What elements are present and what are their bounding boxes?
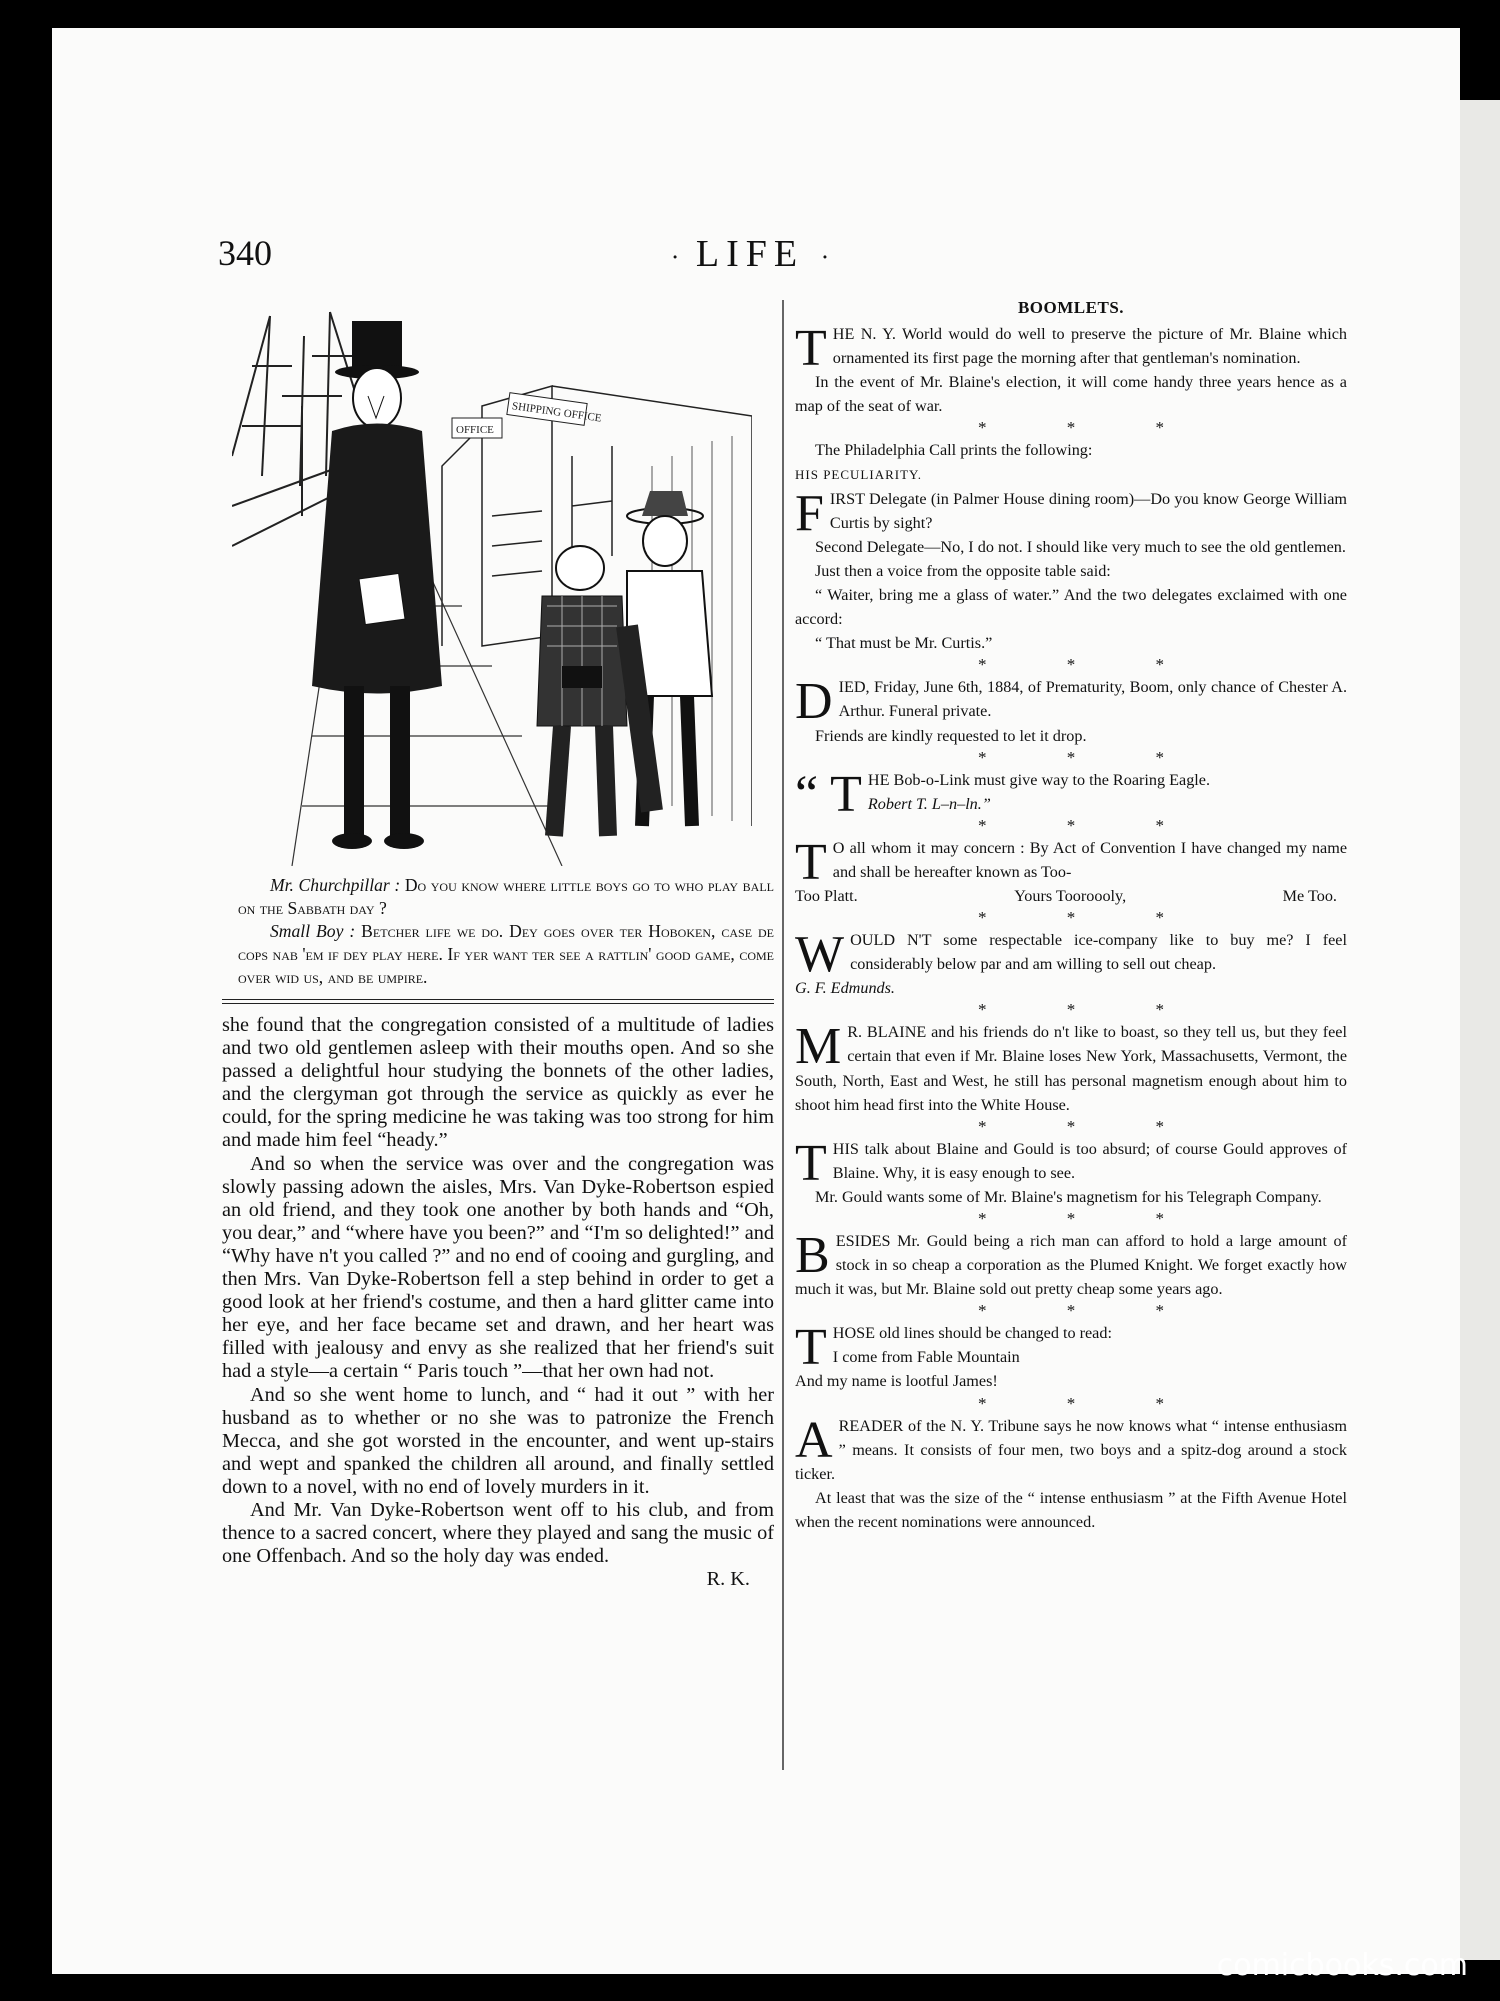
star-separator: * * * — [978, 1000, 1202, 1020]
boomlet-first-delegate: FIRST Delegate (in Palmer House dining room)—Do you know George William Curtis by sight? — [795, 484, 1347, 542]
platt-signature: Too Platt. Yours Tooroooly, Me Too. — [795, 886, 1337, 905]
boomlet-blaine: M R. BLAINE and his friends do n't like to boast, so they tell us, but they feel certain that even if Mr. Blaine loses New York, Massachusetts, Vermont, the South, North, East and West, he still has personal magnetism enough about him to shoot him head first into the White House. — [795, 1018, 1347, 1114]
boomlet-edmunds: WOULD N'T some respectable ice-company like to buy me? I feel considerably below par and am willing to sell out cheap. — [795, 926, 1347, 984]
next-page-strip — [1460, 100, 1500, 1960]
boomlet-reader: AREADER of the N. Y. Tribune says he now knows what “ intense enthusiasm ” means. It consists of four men, two boys and a spitz-dog around a stock ticker. — [795, 1411, 1347, 1483]
star-separator: * * * — [978, 747, 1202, 767]
caption-speaker-1: Mr. Churchpillar : — [270, 875, 401, 895]
star-separator: * * * — [978, 1209, 1202, 1228]
star-separator: * * * — [978, 815, 1202, 835]
caption-speaker-2: Small Boy : — [270, 921, 356, 941]
masthead-title: LIFE — [695, 233, 805, 275]
boomlet-voice: Just then a voice from the opposite table said: — [815, 561, 1111, 580]
caption-line-1: Do you know where little boys go to who play ball on the Sabbath day ? — [238, 875, 775, 918]
boomlet-died: DIED, Friday, June 6th, 1884, of Prematurity, Boom, only chance of Chester A. Arthur. Funeral private. — [795, 673, 1347, 731]
star-separator: * * * — [978, 1116, 1202, 1136]
shipping-office-sign: SHIPPING OFFICE — [511, 400, 603, 425]
boomlet-gould: THIS talk about Blaine and Gould is too absurd; of course Gould approves of Blaine. Why, it is easy enough to see. — [795, 1134, 1347, 1192]
boomlet-world: THE N. Y. World would do well to preserve the picture of Mr. Blaine which ornamented its first page the morning after that gentleman's nomination. — [795, 320, 1347, 378]
boomlet-besides: BESIDES Mr. Gould being a rich man can afford to hold a large amount of stock in so cheap a corporation as the Plumed Knight. We forget exactly how much it was, but Mr. Blaine sold out pretty cheap some years ago. — [795, 1227, 1347, 1299]
story-continuation — [222, 1014, 774, 1591]
boomlet-world-followup: In the event of Mr. Blaine's election, it will come handy three years hence as a map of the seat of war. — [795, 373, 1347, 416]
star-separator: * * * — [978, 655, 1202, 675]
edmunds-attribution: G. F. Edmunds. — [795, 979, 895, 998]
cartoon-caption — [222, 874, 774, 989]
boomlets-heading: BOOMLETS. — [1017, 298, 1125, 317]
boomlet-died-followup: Friends are kindly requested to let it drop. — [815, 726, 1087, 745]
masthead-dot-left: · — [670, 242, 680, 272]
clergyman-figure — [312, 321, 442, 849]
story-paragraph: And so she went home to lunch, and “ had it out ” with her husband as to whether or no she was to patronize the French Mecca, and she got worsted in the encounter, and went up-stairs and wept and spanked the children all around, and finally settled down to a novel, with no end of lovely murders in it. — [222, 1383, 774, 1498]
star-separator: * * * — [978, 1301, 1202, 1321]
story-paragraph: she found that the congregation consisted of a multitude of ladies and two old gentlemen asleep with their mouths open. And so she passed a delightful hour studying the bonnets of the other ladies, and the clergyman got through the service as quickly as ever he could, for the spring medicine he was taking was too strong for him and made him feel “heady.” — [222, 1014, 774, 1152]
boomlet-platt: T O all whom it may concern : By Act of Convention I have changed my name and shall be hereafter known as Too- — [795, 833, 1347, 891]
boomlet-bobolink: “ T HE Bob-o-Link must give way to the Roaring Eagle. — [795, 765, 1211, 823]
story-paragraph: And Mr. Van Dyke-Robertson went off to his club, and from thence to a sacred concert, where they played and sang the music of one Offenbach. And so the holy day was ended. — [222, 1498, 774, 1568]
star-separator: * * * — [978, 1393, 1202, 1413]
section-divider — [222, 999, 774, 1004]
page-number: 340 — [218, 233, 272, 273]
boomlet-reader-followup: At least that was the size of the “ intense enthusiasm ” at the Fifth Avenue Hotel when the recent nominations were announced. — [795, 1488, 1347, 1531]
column-divider — [782, 300, 784, 1770]
boomlet-those: THOSE old lines should be changed to read: — [795, 1319, 1112, 1377]
story-paragraph: And so when the service was over and the congregation was slowly passing adown the aisles, Mrs. Van Dyke-Robertson espied an old friend, and they took one another by both hands and “Oh, you dear,” and “where have you been?” and “I'm so delighted!” and “Why have n't you called ?” and no end of cooing and gurgling, and then Mrs. Van Dyke-Robertson fell a step behind in order to get a good look at her friend's costume, and then a hard glitter came into her eye, and her face became set and drawn, and her heart was filled with jealousy and envy as she realized that her friend's suit had a style—a certain “ Paris touch ”—that her own had not. — [222, 1152, 774, 1383]
masthead — [0, 232, 1500, 276]
cartoon-illustration — [232, 306, 752, 866]
caption-line-2: Betcher life we do. Dey goes over ter Hoboken, case de cops nab 'em if dey play here. If yer want ter see a rattlin' good game, come over wid us, and be umpire. — [238, 921, 774, 987]
watermark-text: comicbooks.com — [1216, 1948, 1468, 1983]
page-edge — [1448, 80, 1458, 1960]
his-peculiarity-subhead: HIS PECULIARITY. — [795, 466, 922, 482]
star-separator: * * * — [978, 418, 1202, 438]
boomlet-waiter: “ Waiter, bring me a glass of water.” And the two delegates exclaimed with one accord: — [795, 586, 1347, 629]
verse-line: I come from Fable Mountain — [832, 1348, 1020, 1367]
boomlet-gould-followup: Mr. Gould wants some of Mr. Blaine's magnetism for his Telegraph Company. — [815, 1187, 1322, 1206]
office-sign: OFFICE — [456, 424, 494, 436]
star-separator: * * * — [978, 908, 1202, 928]
verse-line: And my name is lootful James! — [795, 1372, 998, 1391]
right-column — [795, 296, 1347, 1534]
boomlet-philadelphia-intro: The Philadelphia Call prints the following: — [815, 441, 1093, 460]
small-boys-figure — [537, 491, 712, 836]
left-column — [222, 306, 774, 1591]
masthead-dot-right: · — [820, 242, 830, 272]
boomlet-curtis: “ That must be Mr. Curtis.” — [815, 634, 993, 653]
story-signature: R. K. — [706, 1568, 750, 1591]
boomlet-second-delegate: Second Delegate—No, I do not. I should like very much to see the old gentlemen. — [815, 537, 1346, 556]
bobolink-attribution: Robert T. L–n–ln.” — [867, 794, 991, 813]
